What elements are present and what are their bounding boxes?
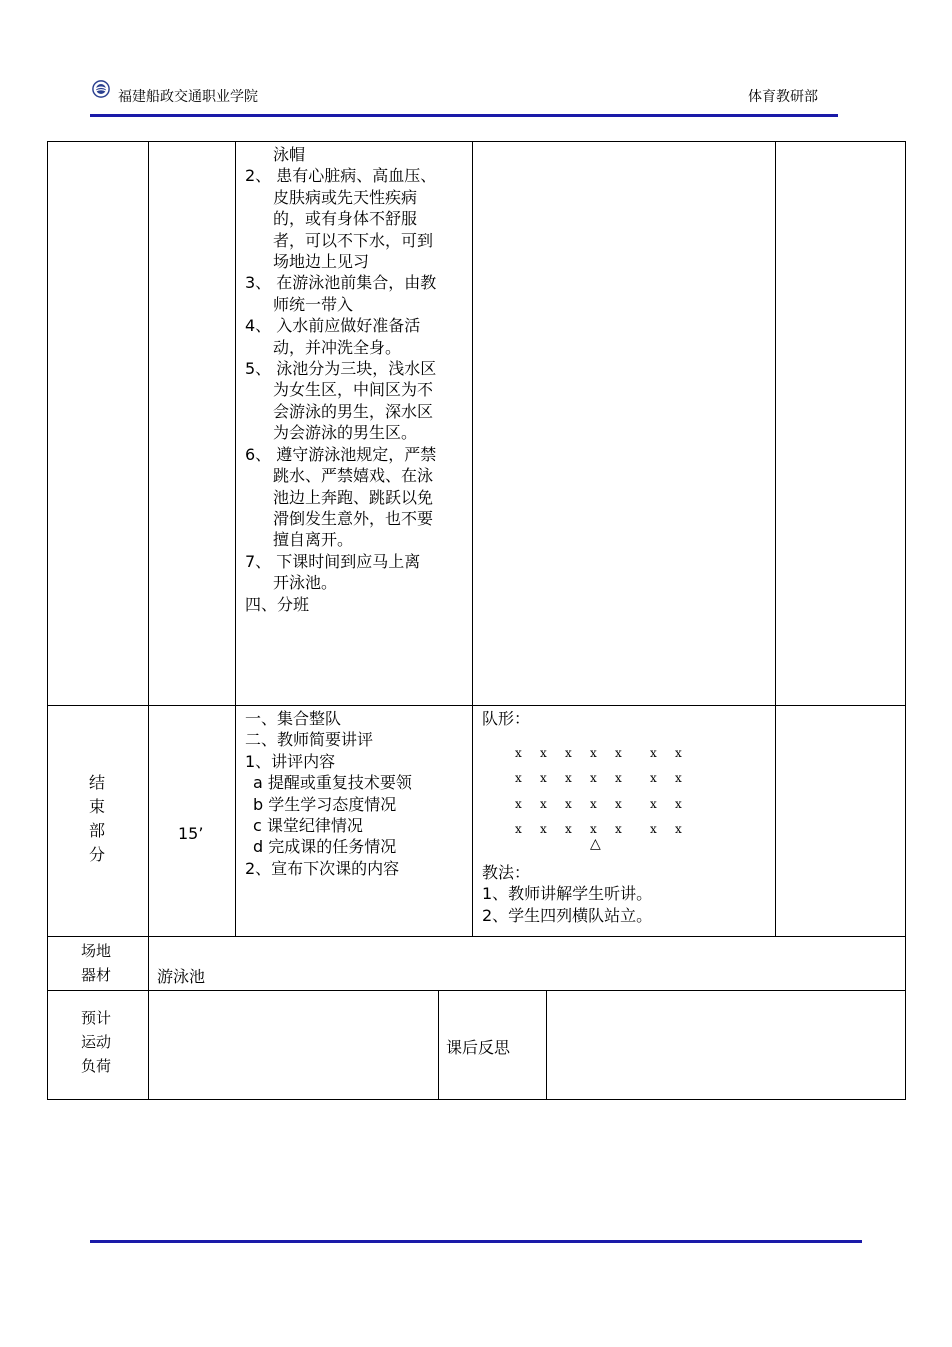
student-mark: x [650, 771, 657, 786]
student-mark: x [565, 796, 572, 811]
content-line: b 学生学习态度情况 [253, 794, 397, 814]
safety-line: 师统一带入 [273, 294, 354, 314]
content-line: 2、宣布下次课的内容 [245, 858, 400, 878]
venue-label-line: 器材 [80, 966, 111, 984]
formation-diagram [515, 740, 700, 842]
safety-line: 四、分班 [245, 594, 310, 614]
student-mark: x [590, 745, 597, 760]
formation-row [515, 766, 700, 792]
student-mark: x [675, 822, 682, 837]
formation-row [515, 791, 700, 817]
student-mark: x [675, 796, 682, 811]
safety-line: 为女生区，中间区为不 [273, 380, 434, 400]
student-mark: x [675, 771, 682, 786]
reflection-label: 课后反思 [446, 1038, 511, 1057]
safety-line: 2、 患有心脏病、高血压、 [245, 166, 437, 186]
student-mark: x [540, 745, 547, 760]
safety-line: 4、 入水前应做好准备活 [245, 316, 421, 336]
method-label: 教法： [482, 863, 531, 882]
content-line: 二、教师简要讲评 [245, 730, 374, 750]
safety-line: 开泳池。 [273, 573, 338, 593]
student-mark: x [590, 822, 597, 837]
venue-label [78, 939, 114, 987]
student-mark: x [650, 745, 657, 760]
ending-time: 15’ [178, 824, 204, 843]
safety-line: 的，或有身体不舒服 [273, 209, 418, 229]
section-char: 分 [88, 845, 105, 864]
safety-line: 会游泳的男生，深水区 [273, 401, 434, 421]
student-mark: x [615, 745, 622, 760]
student-mark: x [675, 745, 682, 760]
school-name: 福建船政交通职业学院 [118, 89, 258, 105]
section-char: 束 [88, 797, 105, 816]
student-mark: x [650, 796, 657, 811]
content-line: d 完成课的任务情况 [253, 837, 397, 857]
formation-label: 队形： [482, 709, 531, 728]
content-line: c 课堂纪律情况 [253, 816, 363, 836]
safety-line: 者，可以不下水，可到 [273, 230, 434, 250]
safety-line: 皮肤病或先天性疾病 [273, 187, 418, 207]
formation-row [515, 817, 700, 843]
formation-row [515, 740, 700, 766]
safety-line: 动，并冲洗全身。 [273, 337, 402, 357]
safety-line: 场地边上见习 [273, 252, 370, 272]
teacher-position-icon: △ [590, 836, 601, 852]
student-mark: x [565, 745, 572, 760]
load-label-line: 负荷 [80, 1057, 111, 1075]
safety-line: 泳帽 [273, 145, 306, 164]
student-mark: x [565, 822, 572, 837]
student-mark: x [540, 822, 547, 837]
venue-value: 游泳池 [157, 967, 206, 986]
student-mark: x [515, 796, 522, 811]
safety-line: 擅自离开。 [273, 530, 354, 550]
safety-line: 跳水、严禁嬉戏、在泳 [273, 466, 434, 486]
section-char: 结 [88, 773, 105, 792]
student-mark: x [615, 796, 622, 811]
venue-label-line: 场地 [80, 942, 111, 960]
student-mark: x [615, 771, 622, 786]
content-line: a 提醒或重复技术要领 [253, 773, 412, 793]
section-char: 部 [88, 821, 105, 840]
content-line: 1、讲评内容 [245, 751, 336, 771]
student-mark: x [615, 822, 622, 837]
load-label-line: 运动 [80, 1033, 111, 1051]
section-label-ending [87, 771, 107, 867]
footer-rule [90, 1240, 862, 1243]
safety-line: 为会游泳的男生区。 [273, 423, 418, 443]
student-mark: x [650, 822, 657, 837]
student-mark: x [565, 771, 572, 786]
safety-rules [245, 144, 470, 615]
student-mark: x [590, 796, 597, 811]
safety-line: 7、 下课时间到应马上离 [245, 551, 421, 571]
department-name: 体育教研部 [748, 89, 818, 105]
safety-line: 池边上奔跑、跳跃以免 [273, 487, 434, 507]
safety-line: 滑倒发生意外，也不要 [273, 508, 434, 528]
method-line: 2、学生四列横队站立。 [482, 905, 653, 925]
student-mark: x [515, 745, 522, 760]
student-mark: x [540, 771, 547, 786]
student-mark: x [590, 771, 597, 786]
load-label [78, 1006, 114, 1078]
student-mark: x [540, 796, 547, 811]
student-mark: x [515, 771, 522, 786]
student-mark: x [515, 822, 522, 837]
safety-line: 3、 在游泳池前集合，由教 [245, 273, 437, 293]
ending-content [245, 708, 470, 879]
load-label-line: 预计 [80, 1009, 111, 1027]
content-line: 一、集合整队 [245, 709, 342, 728]
teaching-method [482, 862, 772, 926]
safety-line: 6、 遵守游泳池规定，严禁 [245, 444, 437, 464]
method-line: 1、教师讲解学生听讲。 [482, 884, 653, 904]
safety-line: 5、 泳池分为三块，浅水区 [245, 359, 437, 379]
